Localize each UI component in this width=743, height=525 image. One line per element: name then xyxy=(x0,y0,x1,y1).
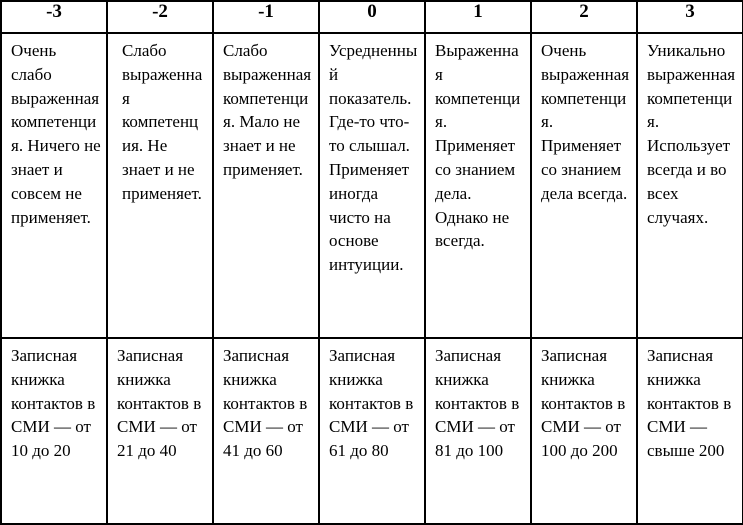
cell-text: Слабо выраженная компетенция. Не знает и не применяет. xyxy=(122,41,203,203)
cell-text: Очень слабо выраженная компетенция. Ничего не знает и совсем не применяет. xyxy=(11,41,101,227)
cell-text: Записная книжка контактов в СМИ — от 41 до 60 xyxy=(223,346,308,461)
description-cell-one xyxy=(425,33,531,338)
header-cell-minus-3: -3 xyxy=(1,1,107,33)
cell-text: Записная книжка контактов в СМИ — от 100 до 200 xyxy=(541,346,626,461)
table-row xyxy=(1,33,743,338)
cell-text: Записная книжка контактов в СМИ — от 81 до 100 xyxy=(435,346,520,461)
header-cell-zero: 0 xyxy=(319,1,425,33)
cell-text: Выраженная компетенция. Применяет со знанием дела. Однако не всегда. xyxy=(435,41,521,251)
cell-text: Записная книжка контактов в СМИ — свыше 200 xyxy=(647,346,732,461)
header-cell-minus-2: -2 xyxy=(107,1,213,33)
cell-text: Записная книжка контактов в СМИ — от 61 до 80 xyxy=(329,346,414,461)
description-cell-three xyxy=(637,33,743,338)
description-cell-two xyxy=(531,33,637,338)
description-cell-minus-1 xyxy=(213,33,319,338)
table-header-row xyxy=(1,1,743,33)
contacts-cell-minus-1 xyxy=(213,338,319,524)
header-cell-minus-1: -1 xyxy=(213,1,319,33)
contacts-cell-zero xyxy=(319,338,425,524)
cell-text: Записная книжка контактов в СМИ — от 21 до 40 xyxy=(117,346,202,461)
contacts-cell-minus-2 xyxy=(107,338,213,524)
contacts-cell-two xyxy=(531,338,637,524)
header-cell-one: 1 xyxy=(425,1,531,33)
description-cell-minus-3 xyxy=(1,33,107,338)
header-cell-three: 3 xyxy=(637,1,743,33)
cell-text: Усредненный показатель. Где-то что-то слышал. Применяет иногда чисто на основе интуиции. xyxy=(329,41,418,275)
description-cell-minus-2 xyxy=(107,33,213,338)
cell-text: Слабо выраженная компетенция. Мало не знает и не применяет. xyxy=(223,41,312,179)
table-row xyxy=(1,338,743,524)
contacts-cell-minus-3 xyxy=(1,338,107,524)
cell-text: Записная книжка контактов в СМИ — от 10 до 20 xyxy=(11,346,96,461)
header-cell-two: 2 xyxy=(531,1,637,33)
contacts-cell-three xyxy=(637,338,743,524)
cell-text: Очень выраженная компетенция. Применяет со знанием дела всегда. xyxy=(541,41,630,203)
cell-text: Уникально выраженная компетенция. Использует всегда и во всех случаях. xyxy=(647,41,736,227)
description-cell-zero xyxy=(319,33,425,338)
contacts-cell-one xyxy=(425,338,531,524)
